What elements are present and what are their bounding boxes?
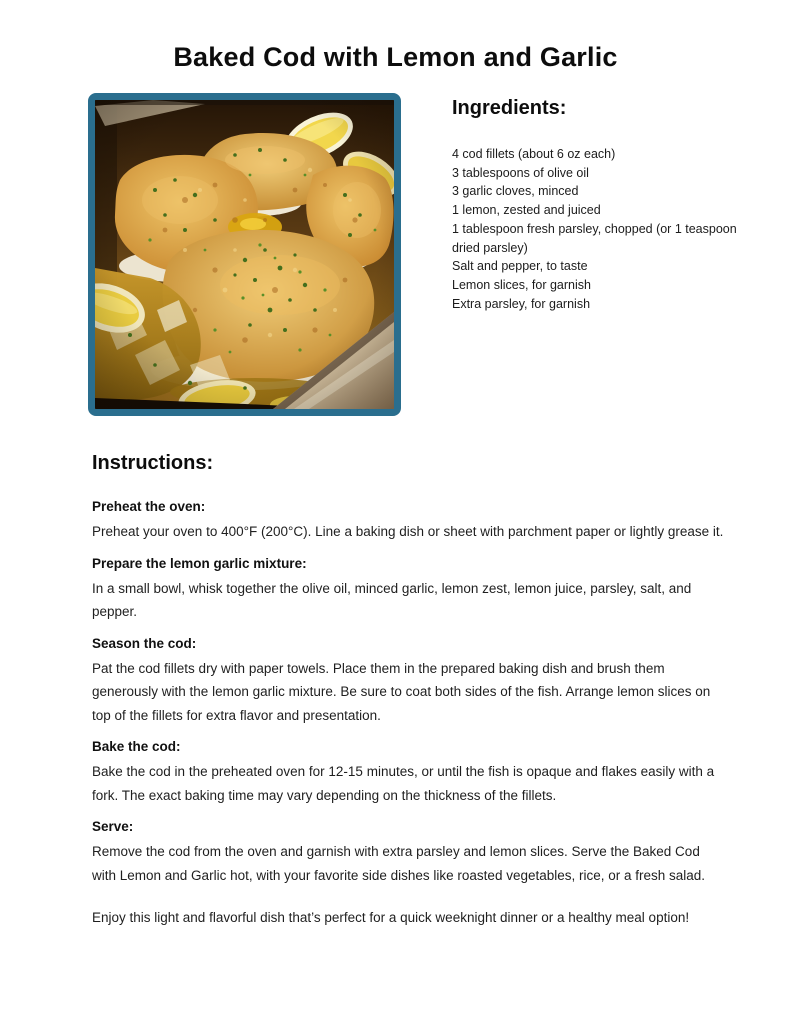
ingredients-heading: Ingredients: — [452, 97, 567, 119]
ingredient-item: 1 lemon, zested and juiced — [452, 203, 601, 218]
step-text: Pat the cod fillets dry with paper towels. Place them in the prepared baking dish and brush them generously with the lemon garlic mixture. Be sure to coat both sides of the fish. Arrange lemon slices on top of the fillets for extra flavor and presentation. — [92, 660, 711, 723]
step-label: Prepare the lemon garlic mixture: — [92, 555, 307, 571]
ingredient-item: 4 cod fillets (about 6 oz each) — [452, 147, 616, 161]
step-text: Remove the cod from the oven and garnish with extra parsley and lemon slices. Serve the Baked Cod with Lemon and Garlic hot, with your favorite side dishes like roasted vegetables, rice, or a fresh salad. — [92, 844, 706, 883]
step-label: Season the cod: — [92, 635, 197, 651]
page-title: Baked Cod with Lemon and Garlic — [173, 42, 618, 72]
ingredient-item: Extra parsley, for garnish — [452, 296, 591, 311]
instruction-step — [92, 554, 724, 624]
step-text: Preheat your oven to 400°F (200°C). Line a baking dish or sheet with parchment paper or lightly grease it. — [92, 524, 724, 539]
instructions-heading: Instructions: — [92, 452, 214, 474]
ingredient-item: Lemon slices, for garnish — [452, 277, 591, 292]
instruction-step — [92, 817, 724, 887]
instruction-step — [92, 497, 724, 544]
step-text: Bake the cod in the preheated oven for 12-15 minutes, or until the fish is opaque and flakes easily with a fork. The exact baking time may vary depending on the thickness of the fillets. — [92, 764, 715, 803]
closing-note: Enjoy this light and flavorful dish that’s perfect for a quick weeknight dinner or a healthy meal option! — [92, 910, 690, 925]
ingredients-list — [452, 145, 764, 313]
step-text: In a small bowl, whisk together the olive oil, minced garlic, lemon zest, lemon juice, parsley, salt, and pepper. — [92, 580, 692, 619]
instruction-step — [92, 737, 724, 807]
ingredient-item: Salt and pepper, to taste — [452, 259, 588, 274]
step-label: Serve: — [92, 819, 134, 834]
step-label: Preheat the oven: — [92, 499, 206, 514]
instruction-step — [92, 634, 724, 728]
recipe-photo — [88, 93, 401, 416]
step-label: Bake the cod: — [92, 739, 181, 754]
ingredient-item: 3 tablespoons of olive oil — [452, 165, 589, 180]
instructions-section — [92, 450, 724, 930]
ingredient-item: 1 tablespoon fresh parsley, chopped (or 1 teaspoon dried parsley) — [452, 221, 737, 255]
ingredient-item: 3 garlic cloves, minced — [452, 184, 579, 199]
recipe-photo-illustration — [95, 100, 394, 409]
ingredients-section — [452, 95, 764, 313]
